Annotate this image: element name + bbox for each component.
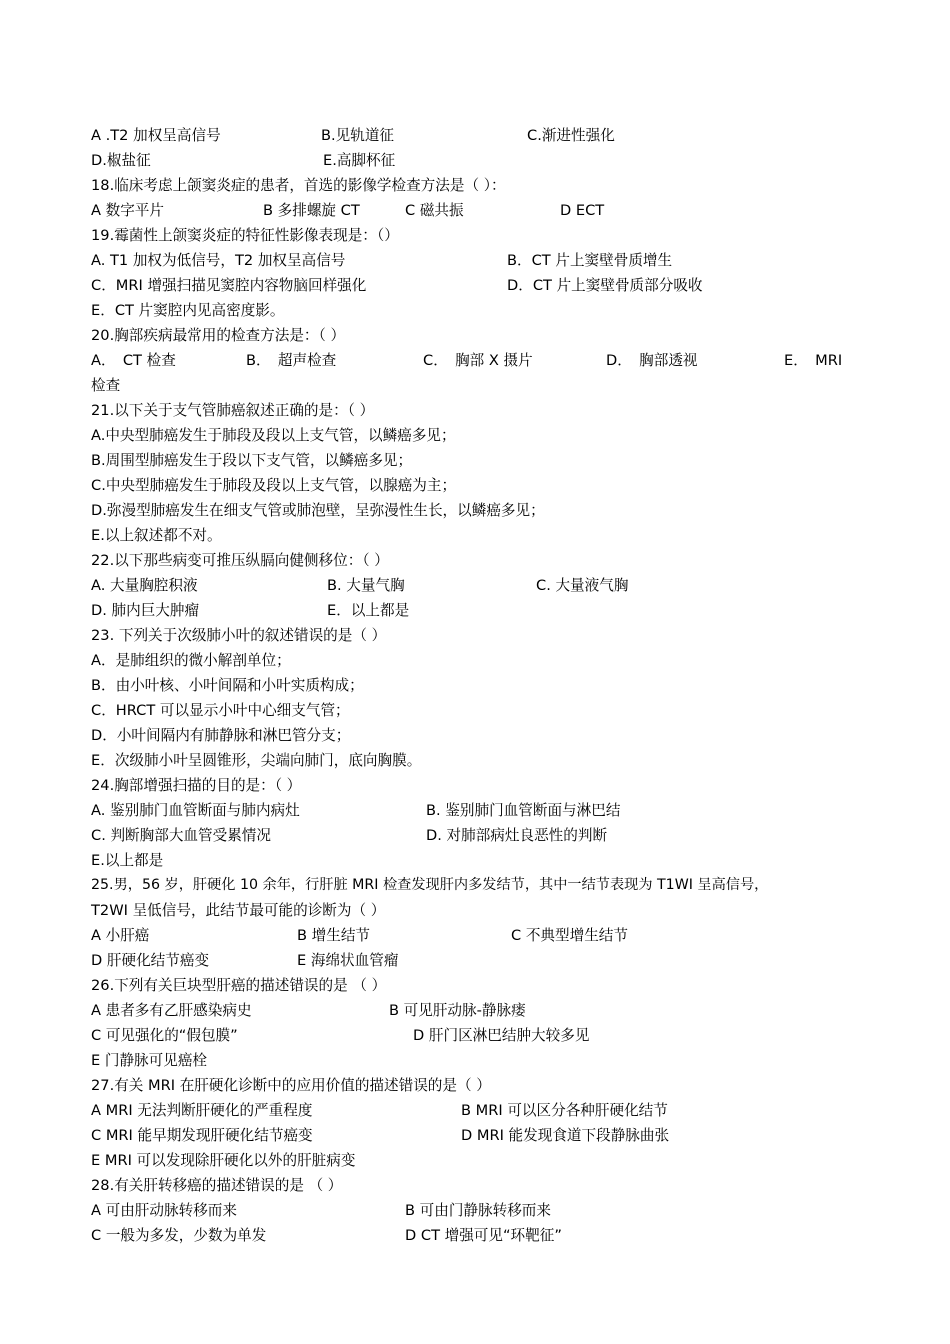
q19-option-d: D．CT 片上窦壁骨质部分吸收 bbox=[507, 277, 703, 294]
q24-option-c: C. 判断胸部大血管受累情况 bbox=[91, 827, 272, 844]
q27-option-a: A MRI 无法判断肝硬化的严重程度 bbox=[91, 1102, 313, 1119]
q22-option-e: E．以上都是 bbox=[327, 602, 410, 619]
q22-option-b: B. 大量气胸 bbox=[327, 577, 405, 594]
q19-option-e: E．CT 片窦腔内见高密度影。 bbox=[91, 302, 285, 319]
q25-option-b: B 增生结节 bbox=[297, 927, 371, 944]
q25-option-e: E 海绵状血管瘤 bbox=[297, 952, 399, 969]
q18-option-b: B 多排螺旋 CT bbox=[263, 202, 360, 219]
q21-option-b: B.周围型肺癌发生于段以下支气管，以鳞癌多见； bbox=[91, 452, 413, 469]
q22-option-d: D. 肺内巨大肿瘤 bbox=[91, 602, 200, 619]
q26-option-e: E 门静脉可见癌栓 bbox=[91, 1052, 208, 1069]
q26-option-c: C 可见强化的“假包膜” bbox=[91, 1027, 238, 1044]
q21-stem: 21.以下关于支气管肺癌叙述正确的是：（ ） bbox=[91, 402, 375, 419]
q22-option-a: A. 大量胸腔积液 bbox=[91, 577, 198, 594]
q17-option-d: D.椒盐征 bbox=[91, 152, 151, 169]
q25-stem-line-1: 25.男，56 岁，肝硬化 10 余年，行肝脏 MRI 检查发现肝内多发结节，其中一结节表现为 T1WI 呈高信号， bbox=[91, 877, 769, 893]
q19-option-b: B．CT 片上窦壁骨质增生 bbox=[507, 252, 673, 269]
q18-option-d: D ECT bbox=[560, 202, 605, 219]
q24-stem: 24.胸部增强扫描的目的是：（ ） bbox=[91, 777, 302, 794]
q21-option-e: E.以上叙述都不对。 bbox=[91, 527, 222, 544]
q23-option-c: C．HRCT 可以显示小叶中心细支气管； bbox=[91, 702, 350, 719]
q23-stem: 23. 下列关于次级肺小叶的叙述错误的是（ ） bbox=[91, 627, 387, 644]
q22-option-c: C. 大量液气胸 bbox=[536, 577, 629, 594]
q18-stem: 18.临床考虑上颌窦炎症的患者，首选的影像学检查方法是（ ）： bbox=[91, 177, 506, 194]
q17-option-c: C.渐进性强化 bbox=[527, 127, 615, 144]
q26-option-d: D 肝门区淋巴结肿大较多见 bbox=[413, 1027, 590, 1044]
q24-option-d: D. 对肺部病灶良恶性的判断 bbox=[426, 827, 608, 844]
q19-option-c: C．MRI 增强扫描见窦腔内容物脑回样强化 bbox=[91, 277, 367, 294]
q18-option-c: C 磁共振 bbox=[405, 202, 464, 219]
q22-stem: 22.以下那些病变可推压纵膈向健侧移位：（ ） bbox=[91, 552, 389, 569]
q20-option-d: D． 胸部透视 bbox=[606, 352, 698, 369]
q20-option-a: A． CT 检查 bbox=[91, 352, 176, 369]
q24-option-b: B. 鉴别肺门血管断面与淋巴结 bbox=[426, 802, 621, 819]
q28-stem: 28.有关肝转移癌的描述错误的是 （ ） bbox=[91, 1177, 343, 1194]
q23-option-e: E．次级肺小叶呈圆锥形，尖端向肺门，底向胸膜。 bbox=[91, 752, 422, 769]
q27-option-e: E MRI 可以发现除肝硬化以外的肝脏病变 bbox=[91, 1152, 356, 1169]
q26-option-a: A 患者多有乙肝感染病史 bbox=[91, 1002, 252, 1019]
q23-option-d: D．小叶间隔内有肺静脉和淋巴管分支； bbox=[91, 727, 351, 744]
q24-option-e: E.以上都是 bbox=[91, 852, 164, 869]
q23-option-a: A．是肺组织的微小解剖单位； bbox=[91, 652, 291, 669]
q17-option-b: B.见轨道征 bbox=[321, 127, 395, 144]
q25-option-d: D 肝硬化结节癌变 bbox=[91, 952, 210, 969]
q21-option-a: A.中央型肺癌发生于肺段及段以上支气管，以鳞癌多见； bbox=[91, 427, 456, 444]
q25-stem-line-2: T2WI 呈低信号，此结节最可能的诊断为（ ） bbox=[91, 902, 386, 919]
q20-option-e-continuation: 检查 bbox=[91, 377, 121, 394]
q28-option-c: C 一般为多发，少数为单发 bbox=[91, 1227, 267, 1244]
q21-option-c: C.中央型肺癌发生于肺段及段以上支气管，以腺癌为主； bbox=[91, 477, 457, 494]
q28-option-a: A 可由肝动脉转移而来 bbox=[91, 1202, 237, 1219]
q17-option-e: E.高脚杯征 bbox=[323, 152, 396, 169]
q28-option-b: B 可由门静脉转移而来 bbox=[405, 1202, 551, 1219]
q26-stem: 26.下列有关巨块型肝癌的描述错误的是 （ ） bbox=[91, 977, 387, 994]
q27-option-b: B MRI 可以区分各种肝硬化结节 bbox=[461, 1102, 668, 1119]
q25-option-a: A 小肝癌 bbox=[91, 927, 150, 944]
q20-option-e: E． MRI bbox=[784, 352, 843, 369]
q18-option-a: A 数字平片 bbox=[91, 202, 164, 219]
q17-option-a: A .T2 加权呈高信号 bbox=[91, 127, 221, 144]
q27-stem: 27.有关 MRI 在肝硬化诊断中的应用价值的描述错误的是（ ） bbox=[91, 1077, 491, 1094]
q27-option-d: D MRI 能发现食道下段静脉曲张 bbox=[461, 1127, 670, 1144]
q19-option-a: A. T1 加权为低信号，T2 加权呈高信号 bbox=[91, 252, 346, 269]
q20-option-c: C． 胸部 X 摄片 bbox=[423, 352, 533, 369]
q23-option-b: B．由小叶核、小叶间隔和小叶实质构成； bbox=[91, 677, 364, 694]
q20-stem: 20.胸部疾病最常用的检查方法是：（ ） bbox=[91, 327, 346, 344]
q27-option-c: C MRI 能早期发现肝硬化结节癌变 bbox=[91, 1127, 313, 1144]
q24-option-a: A. 鉴别肺门血管断面与肺内病灶 bbox=[91, 802, 300, 819]
q25-option-c: C 不典型增生结节 bbox=[511, 927, 628, 944]
q26-option-b: B 可见肝动脉-静脉瘘 bbox=[389, 1002, 526, 1019]
q21-option-d: D.弥漫型肺癌发生在细支气管或肺泡壁，呈弥漫性生长，以鳞癌多见； bbox=[91, 502, 545, 519]
q19-stem: 19.霉菌性上颌窦炎症的特征性影像表现是：（） bbox=[91, 227, 399, 244]
q20-option-b: B． 超声检查 bbox=[246, 352, 337, 369]
q28-option-d: D CT 增强可见“环靶征” bbox=[405, 1227, 562, 1244]
